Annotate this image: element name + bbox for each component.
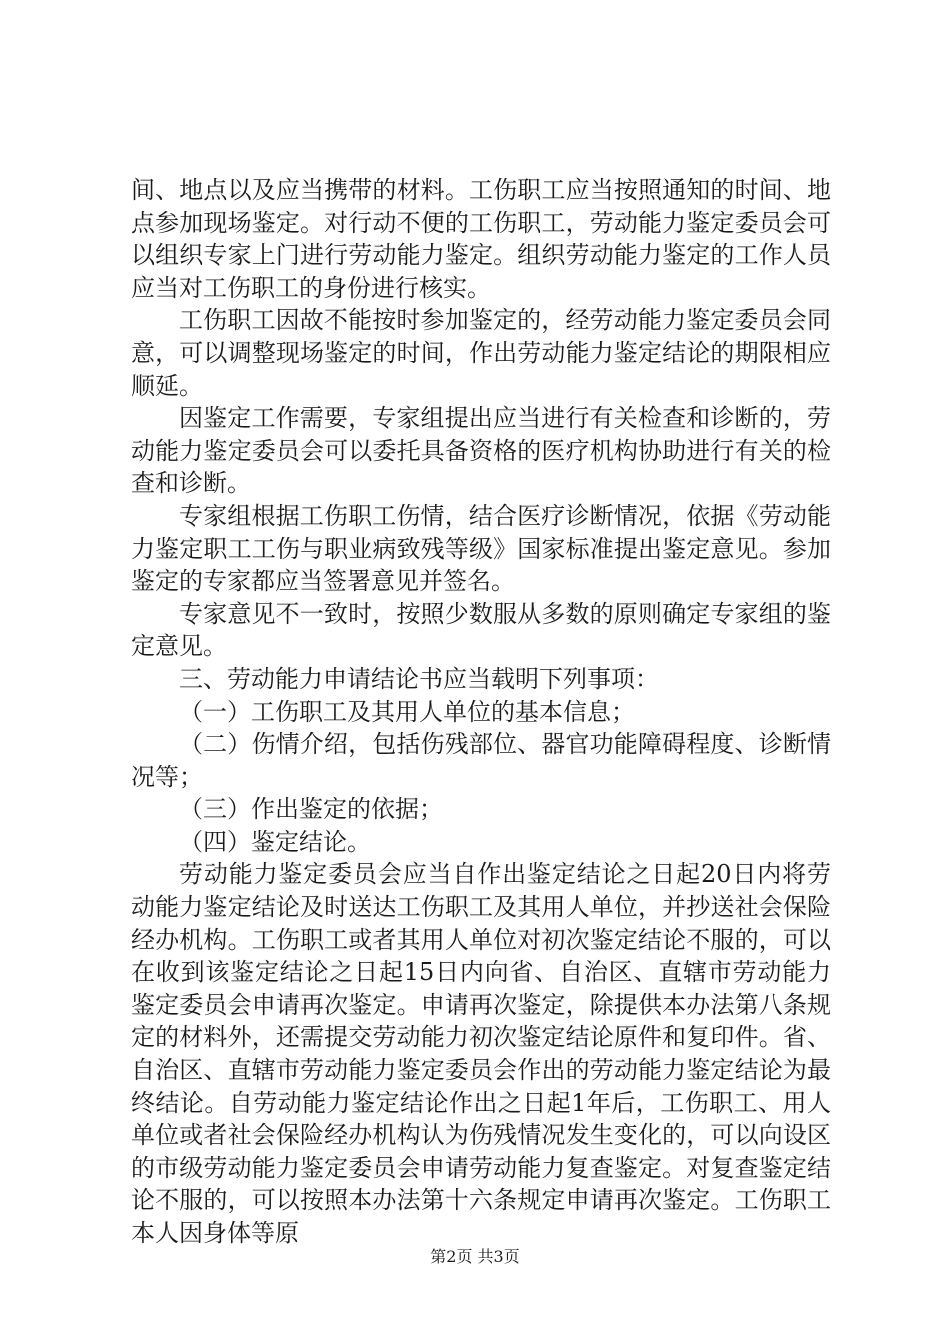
list-item-3: （三）作出鉴定的依据； <box>179 795 443 824</box>
paragraph-1: 间、地点以及应当携带的材料。工伤职工应当按照通知的时间、地点参加现场鉴定。对行动不便的工伤职工，劳动能力鉴定委员会可以组织专家上门进行劳动能力鉴定。组织劳动能力鉴定的工作人员应当对工伤职工的身份进行核实。 <box>131 176 831 302</box>
section-heading-3: 三、劳动能力申请结论书应当载明下列事项： <box>179 664 659 693</box>
page-number-label: 第2页 共3页 <box>430 1247 520 1266</box>
page-footer <box>0 1244 950 1267</box>
paragraph-2: 工伤职工因故不能按时参加鉴定的，经劳动能力鉴定委员会同意，可以调整现场鉴定的时间，作出劳动能力鉴定结论的期限相应顺延。 <box>131 306 831 400</box>
list-item-1: （一）工伤职工及其用人单位的基本信息； <box>179 697 635 726</box>
paragraph-6: 劳动能力鉴定委员会应当自作出鉴定结论之日起20日内将劳动能力鉴定结论及时送达工伤职工及其用人单位，并抄送社会保险经办机构。工伤职工或者其用人单位对初次鉴定结论不服的，可以在收到该鉴定结论之日起15日内向省、自治区、直辖市劳动能力鉴定委员会申请再次鉴定。申请再次鉴定，除提供本办法第八条规定的材料外，还需提交劳动能力初次鉴定结论原件和复印件。省、自治区、直辖市劳动能力鉴定委员会作出的劳动能力鉴定结论为最终结论。自劳动能力鉴定结论作出之日起1年后，工伤职工、用人单位或者社会保险经办机构认为伤残情况发生变化的，可以向设区的市级劳动能力鉴定委员会申请劳动能力复查鉴定。对复查鉴定结论不服的，可以按照本办法第十六条规定申请再次鉴定。工伤职工本人因身体等原 <box>131 860 831 1247</box>
paragraph-5: 专家意见不一致时，按照少数服从多数的原则确定专家组的鉴定意见。 <box>131 599 831 661</box>
paragraph-4: 专家组根据工伤职工伤情，结合医疗诊断情况，依据《劳动能力鉴定职工工伤与职业病致残等级》国家标准提出鉴定意见。参加鉴定的专家都应当签署意见并签名。 <box>131 501 831 596</box>
list-item-2: （二）伤情介绍，包括伤残部位、器官功能障碍程度、诊断情况等； <box>131 730 831 791</box>
list-item-4: （四）鉴定结论。 <box>179 827 371 856</box>
paragraph-3: 因鉴定工作需要，专家组提出应当进行有关检查和诊断的，劳动能力鉴定委员会可以委托具备资格的医疗机构协助进行有关的检查和诊断。 <box>131 404 831 498</box>
document-body <box>131 174 831 1250</box>
